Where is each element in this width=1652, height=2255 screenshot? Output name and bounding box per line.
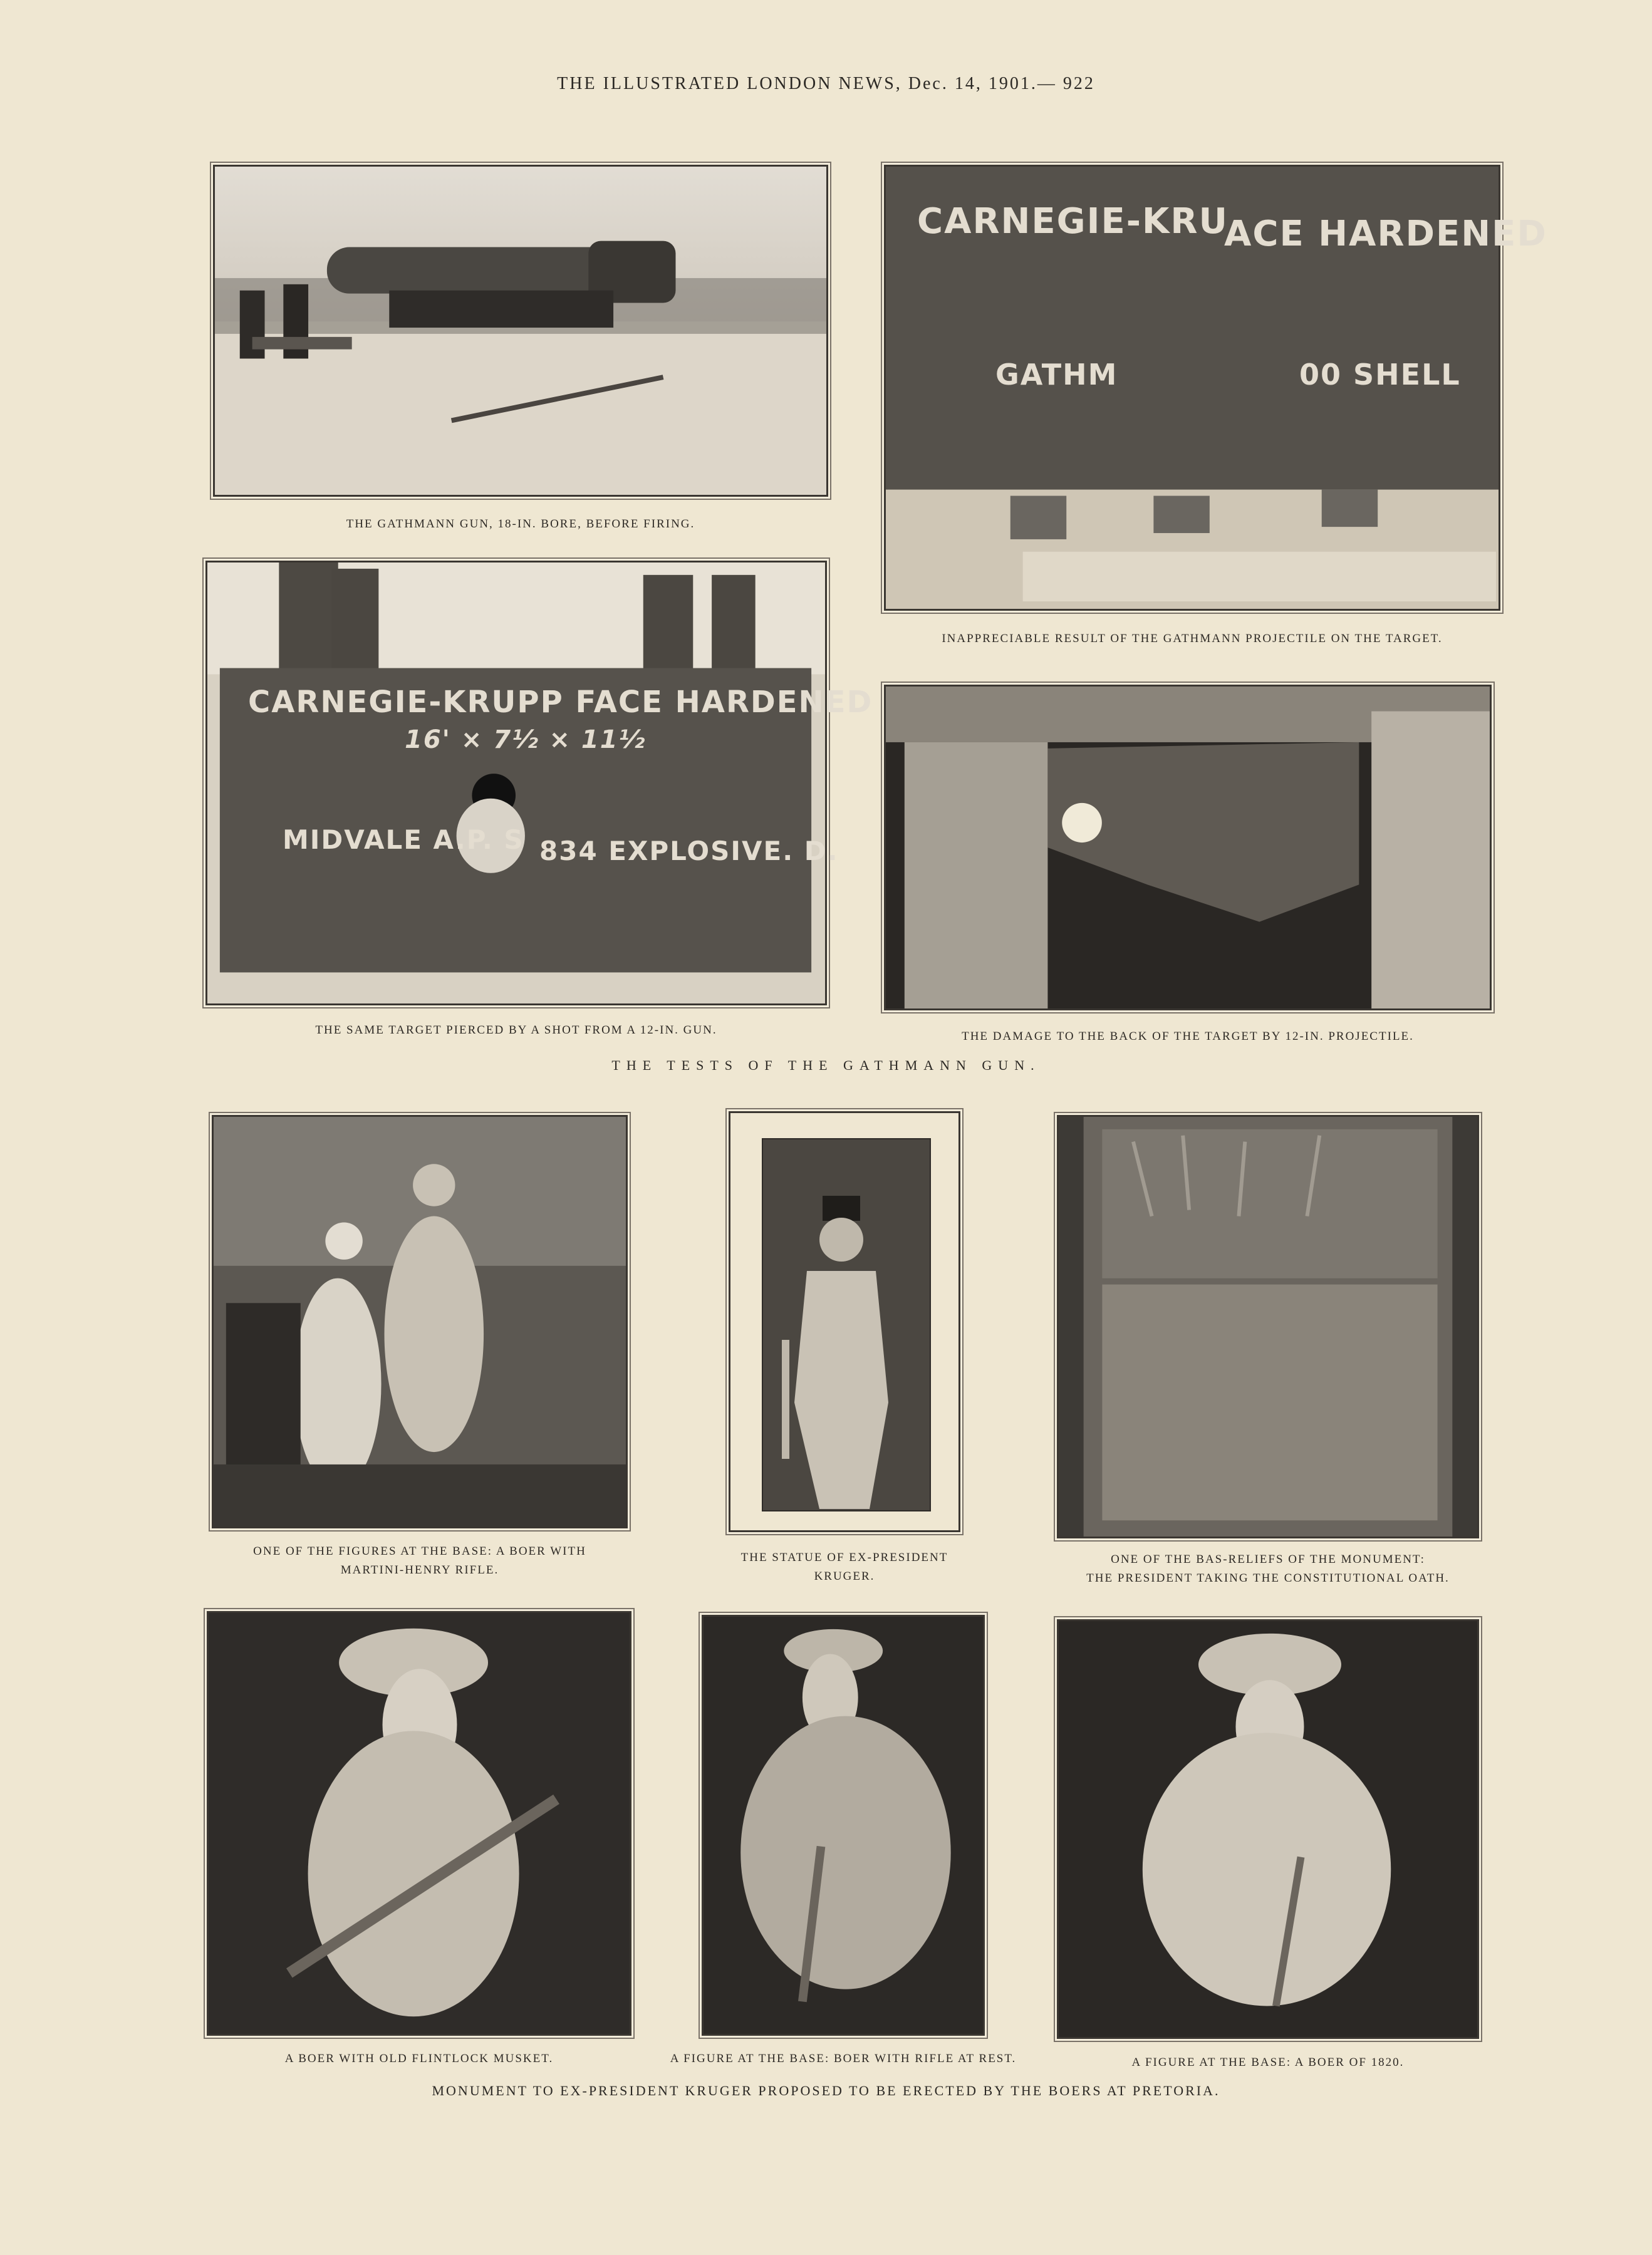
plate-text-line1a: CARNEGIE-KRU: [917, 201, 1229, 242]
caption-boer-martini-line1: ONE OF THE FIGURES AT THE BASE: A BOER WITH: [253, 1545, 586, 1558]
caption-boer-1820: A FIGURE AT THE BASE: A BOER OF 1820.: [1131, 2056, 1405, 2069]
caption-gun-before-firing: THE GATHMANN GUN, 18-IN. BORE, BEFORE FIRING.: [346, 517, 695, 531]
photo-boer-flintlock: [207, 1611, 631, 2036]
target-back-illustration: [886, 687, 1490, 1008]
photo-target-result: [884, 165, 1547, 611]
plate-line3a: MIDVALE A.P. S: [283, 824, 524, 855]
photo-bas-relief: [1057, 1115, 1479, 1538]
gun-illustration: [215, 167, 826, 495]
boer-martini-illustration: [214, 1117, 626, 1527]
plate-line2: 16' × 7½ × 11½: [405, 725, 646, 754]
section-title-gathmann: THE TESTS OF THE GATHMANN GUN.: [611, 1057, 1041, 1073]
caption-boer-rifle-rest: A FIGURE AT THE BASE: BOER WITH RIFLE AT REST.: [670, 2052, 1017, 2065]
caption-kruger-line1: THE STATUE OF EX-PRESIDENT: [740, 1551, 948, 1564]
photo-boer-martini: [212, 1115, 628, 1528]
caption-bas-relief-line2: THE PRESIDENT TAKING THE CONSTITUTIONAL OATH.: [1086, 1572, 1450, 1585]
boer-flintlock-illustration: [209, 1613, 630, 2034]
caption-boer-martini-line2: MARTINI-HENRY RIFLE.: [340, 1563, 499, 1577]
plate-text-line1b: ACE HARDENED: [1224, 214, 1547, 254]
caption-boer-flintlock: A BOER WITH OLD FLINTLOCK MUSKET.: [284, 2052, 554, 2065]
statue-photo-inner: [762, 1138, 931, 1511]
footer-title-kruger-monument: MONUMENT TO EX-PRESIDENT KRUGER PROPOSED TO BE ERECTED BY THE BOERS AT PRETORIA.: [432, 2083, 1220, 2098]
caption-target-back: THE DAMAGE TO THE BACK OF THE TARGET BY 12-IN. PROJECTILE.: [962, 1030, 1414, 1043]
caption-target-pierced: THE SAME TARGET PIERCED BY A SHOT FROM A 12-IN. GUN.: [315, 1024, 717, 1037]
photo-gun-before-firing: [213, 165, 828, 497]
photo-target-pierced: [205, 561, 873, 1005]
plate-line1: CARNEGIE-KRUPP FACE HARDENED: [248, 685, 873, 720]
photo-boer-rifle-rest: [702, 1615, 985, 2036]
bas-relief-illustration: [1059, 1117, 1477, 1537]
caption-kruger-line2: KRUGER.: [814, 1570, 875, 1583]
kruger-statue-illustration: [763, 1139, 930, 1510]
caption-target-result: INAPPRECIABLE RESULT OF THE GATHMANN PROJECTILE ON THE TARGET.: [942, 632, 1443, 645]
photo-kruger-statue: [729, 1111, 960, 1532]
plate-line3b: 834 EXPLOSIVE. D.: [539, 836, 839, 866]
target-pierced-illustration: [207, 562, 825, 1003]
plate-text-line2a: GATHM: [995, 358, 1118, 391]
boer-rifle-rest-illustration: [704, 1617, 983, 2034]
page-header: THE ILLUSTRATED LONDON NEWS, Dec. 14, 1901.— 922: [557, 74, 1095, 93]
photo-boer-1820: [1057, 1619, 1479, 2039]
plate-text-line2b: 00 SHELL: [1299, 358, 1461, 391]
caption-bas-relief-line1: ONE OF THE BAS-RELIEFS OF THE MONUMENT:: [1111, 1553, 1425, 1566]
photo-target-back: [884, 685, 1492, 1010]
boer-1820-illustration: [1059, 1621, 1477, 2037]
